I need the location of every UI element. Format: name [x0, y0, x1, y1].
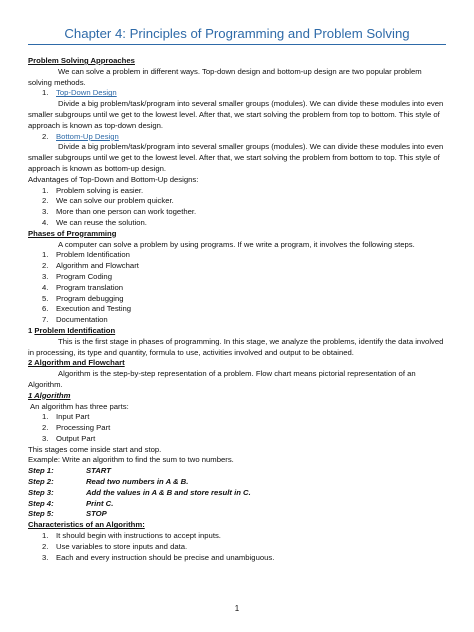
- list-item: [28, 186, 446, 197]
- step-label: Step 3:: [28, 487, 54, 497]
- approach-label: Bottom-Up Design: [56, 131, 119, 141]
- step-label: Step 5:: [28, 509, 54, 519]
- list-item: [28, 283, 446, 294]
- heading-problem-solving-approaches: Problem Solving Approaches: [28, 56, 135, 65]
- algorithm-parts-intro: An algorithm has three parts:: [30, 401, 129, 411]
- list-item: [28, 315, 446, 326]
- list-item: [28, 250, 446, 261]
- approach-list-2: [28, 132, 446, 143]
- list-text: Input Part: [56, 412, 90, 422]
- list-number: 5.: [42, 293, 49, 303]
- list-text: More than one person can work together.: [56, 207, 197, 217]
- list-text: Each and every instruction should be precise and unambiguous.: [56, 552, 275, 562]
- approach-item-bottom-up: [28, 132, 446, 143]
- list-text: We can solve our problem quicker.: [56, 196, 174, 206]
- page-content: [28, 56, 446, 563]
- step-text: Add the values in A & B and store result in C.: [86, 487, 251, 497]
- list-item: [28, 423, 446, 434]
- list-item: [28, 294, 446, 305]
- list-item: [28, 218, 446, 229]
- list-item: [28, 207, 446, 218]
- top-down-description: Divide a big problem/task/program into several smaller groups (modules). We can divide these modules into even smaller subgroups until we get to the lowest level. After that, we start solving the problem from top to bottom. This style of approach is known as top-down design.: [28, 99, 444, 130]
- heading-characteristics: Characteristics of an Algorithm:: [28, 520, 145, 530]
- problem-identification-text: This is the first stage in phases of programming. In this stage, we analyze the problems, identify the data involved in processing, its type and quantity, formula to use, activities involved and output to be obtained.: [28, 336, 444, 357]
- step-text: Read two numbers in A & B.: [86, 477, 189, 487]
- list-text: Output Part: [56, 433, 96, 443]
- list-number: 1.: [42, 185, 49, 195]
- list-number: 6.: [42, 304, 49, 314]
- list-number: 1.: [42, 531, 49, 541]
- list-number: 3.: [42, 552, 49, 562]
- step-label: Step 2:: [28, 477, 54, 487]
- list-number: 2.: [42, 541, 49, 551]
- list-text: We can reuse the solution.: [56, 217, 147, 227]
- list-text: Problem Identification: [56, 250, 130, 260]
- heading-text: Problem Identification: [34, 325, 116, 335]
- approach-item-top-down: [28, 88, 446, 99]
- approach-label: Top-Down Design: [56, 88, 117, 98]
- list-item: [28, 196, 446, 207]
- list-number: 2.: [42, 131, 49, 141]
- list-item: [28, 304, 446, 315]
- list-number: 2.: [42, 196, 49, 206]
- list-number: 3.: [42, 433, 49, 443]
- stages-note: This stages come inside start and stop.: [28, 444, 162, 454]
- list-number: 3.: [42, 271, 49, 281]
- characteristics-list: [28, 531, 446, 563]
- list-item: [28, 412, 446, 423]
- heading-problem-identification: [28, 326, 446, 337]
- list-text: Algorithm and Flowchart: [56, 261, 139, 271]
- chapter-title: Chapter 4: Principles of Programming and Problem Solving: [64, 26, 410, 41]
- algorithm-steps: [28, 466, 446, 520]
- list-item: [28, 553, 446, 564]
- list-text: Use variables to store inputs and data.: [56, 541, 188, 551]
- list-number: 7.: [42, 315, 49, 325]
- list-item: [28, 261, 446, 272]
- title-underline: [28, 44, 446, 45]
- psa-intro: We can solve a problem in different ways. Top-down design and bottom-up design are two popular problem solving methods.: [28, 66, 422, 87]
- phases-intro: A computer can solve a problem by using programs. If we write a program, it involves the following steps.: [58, 239, 415, 249]
- algorithm-step: [28, 488, 446, 499]
- list-number: 2.: [42, 423, 49, 433]
- list-item: [28, 434, 446, 445]
- algorithm-step: [28, 466, 446, 477]
- list-text: It should begin with instructions to accept inputs.: [56, 531, 221, 541]
- list-text: Program debugging: [56, 293, 124, 303]
- step-text: Print C.: [86, 498, 114, 508]
- list-number: 3.: [42, 207, 49, 217]
- bottom-up-description: Divide a big problem/task/program into several smaller groups (modules). We can divide these modules into even smaller subgroups until we get to the lowest level. After that, we start solving the problem from bottom to top. This style of approach is known as bottom-up design.: [28, 142, 444, 173]
- list-item: [28, 272, 446, 283]
- list-item: [28, 542, 446, 553]
- list-item: [28, 531, 446, 542]
- list-text: Documentation: [56, 315, 108, 325]
- heading-algorithm: 1 Algorithm: [28, 390, 71, 400]
- algorithm-parts-list: [28, 412, 446, 444]
- list-number: 1.: [42, 412, 49, 422]
- list-text: Program translation: [56, 282, 124, 292]
- page-number: 1: [234, 604, 240, 613]
- list-number: 4.: [42, 217, 49, 227]
- algorithm-example: Example: Write an algorithm to find the sum to two numbers.: [28, 455, 234, 465]
- step-label: Step 4:: [28, 498, 54, 508]
- approach-list: [28, 88, 446, 99]
- list-number: 1.: [42, 88, 49, 98]
- phases-list: [28, 250, 446, 326]
- list-text: Program Coding: [56, 271, 112, 281]
- list-text: Execution and Testing: [56, 304, 132, 314]
- step-text: STOP: [86, 509, 107, 519]
- heading-phases-of-programming: Phases of Programming: [28, 228, 117, 238]
- list-text: Problem solving is easier.: [56, 185, 144, 195]
- heading-number: 1: [28, 325, 33, 335]
- list-number: 4.: [42, 282, 49, 292]
- advantages-heading: Advantages of Top-Down and Bottom-Up designs:: [28, 174, 199, 184]
- algorithm-step: [28, 509, 446, 520]
- list-number: 2.: [42, 261, 49, 271]
- step-text: START: [86, 466, 111, 476]
- heading-algorithm-and-flowchart: 2 Algorithm and Flowchart: [28, 358, 125, 368]
- algorithm-flowchart-text: Algorithm is the step-by-step representation of a problem. Flow chart means pictorial representation of an Algorithm.: [28, 369, 416, 389]
- list-text: Processing Part: [56, 423, 111, 433]
- algorithm-step: [28, 477, 446, 488]
- list-number: 1.: [42, 250, 49, 260]
- step-label: Step 1:: [28, 466, 54, 476]
- algorithm-step: [28, 499, 446, 510]
- advantages-list: [28, 186, 446, 229]
